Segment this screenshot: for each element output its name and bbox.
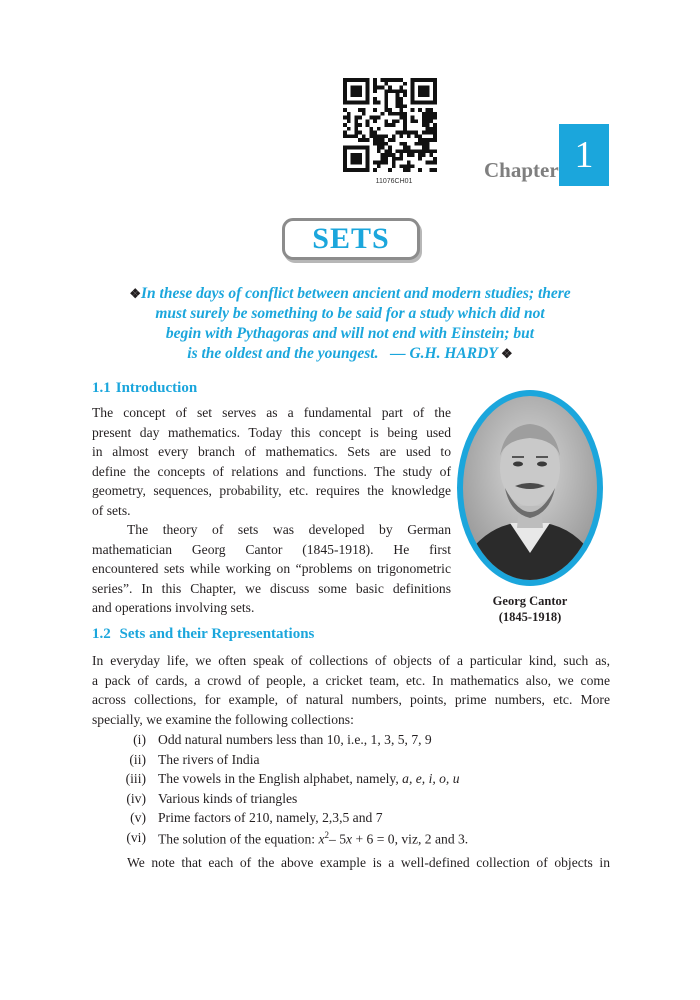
quote-line: begin with Pythagoras and will not end with Einstein; but [165,325,535,342]
list-item-number: (vi) [126,829,146,845]
paragraph-line: In everyday life, we often speak of collections of objects of a particular kind, such as, [92,653,610,668]
section-heading-sets-representations: 1.2 Sets and their Representations [92,626,315,642]
quote-line: ❖In these days of conflict between ancient and modern studies; there [129,285,571,302]
paragraph-line: in almost every branch of mathematics. Sets are used to [92,444,451,459]
paragraph-line: The theory of sets was developed by German [127,522,451,537]
epigraph-quote [100,284,600,364]
list-item-number: (iii) [125,771,146,786]
georg-cantor-portrait [455,388,605,588]
paragraph-line: series”. In this Chapter, we discuss some basic definitions [92,580,451,596]
paragraph-line: geometry, sequences, probability, etc. requires the knowledge [92,483,451,498]
paragraph-line: specially, we examine the following collections: [92,711,354,727]
paragraph-line: a pack of cards, a crowd of people, a cricket team, etc. In mathematics also, we come [92,672,610,688]
paragraph-line: encountered sets while working on “problems on trigonometric [92,561,451,576]
list-item: Various kinds of triangles [158,790,298,806]
paragraph-line: The concept of set serves as a fundamental part of the [92,405,451,420]
chapter-label: Chapter [484,158,559,182]
paragraph-line: present day mathematics. Today this concept is being used [92,424,451,440]
portrait-name: Georg Cantor [492,594,568,608]
paragraph-line: of sets. [92,502,131,518]
list-item-number: (i) [133,732,146,747]
quote-attribution: — G.H. HARDY [390,345,498,362]
section-heading-introduction: 1.1 Introduction [92,380,198,396]
list-item-number: (iv) [126,790,146,806]
paragraph-line: define the concepts of relations and functions. The study of [92,463,451,479]
qr-finder-pattern [413,80,436,103]
list-item-number: (v) [130,810,146,825]
list-item: The rivers of India [158,751,260,767]
ornament-icon: ❖ [501,346,513,361]
chapter-number: 1 [559,124,609,186]
list-item-number: (ii) [129,751,146,767]
qr-finder-pattern [345,148,368,171]
portrait-caption [470,593,590,625]
paragraph-line: and operations involving sets. [92,600,255,615]
list-item: Odd natural numbers less than 10, i.e., 1, 3, 5, 7, 9 [158,732,432,747]
qr-code-label: 11076CH01 [375,178,413,185]
quote-line: must surely be something to be said for a study which did not [155,305,545,322]
ornament-icon: ❖ [129,286,141,301]
qr-code-icon [343,78,437,172]
paragraph-line: across collections, for example, of natural numbers, points, prime numbers, etc. More [92,692,610,707]
chapter-title: SETS [282,218,420,260]
paragraph-line: We note that each of the above example is a well-defined collection of objects in [127,855,610,870]
list-item: The solution of the equation: $x^2-$ 5x + 6 = 0, viz, 2 and 3. [158,829,469,847]
quote-line: is the oldest and the youngest. — G.H. HARDY ❖ [187,345,513,362]
portrait-years: (1845-1918) [498,610,562,624]
paragraph-line: mathematician Georg Cantor (1845-1918). He first [92,541,451,557]
list-item: The vowels in the English alphabet, namely, a, e, i, o, u [158,771,460,786]
list-item: Prime factors of 210, namely, 2,3,5 and 7 [158,810,383,825]
qr-finder-pattern [345,80,368,103]
